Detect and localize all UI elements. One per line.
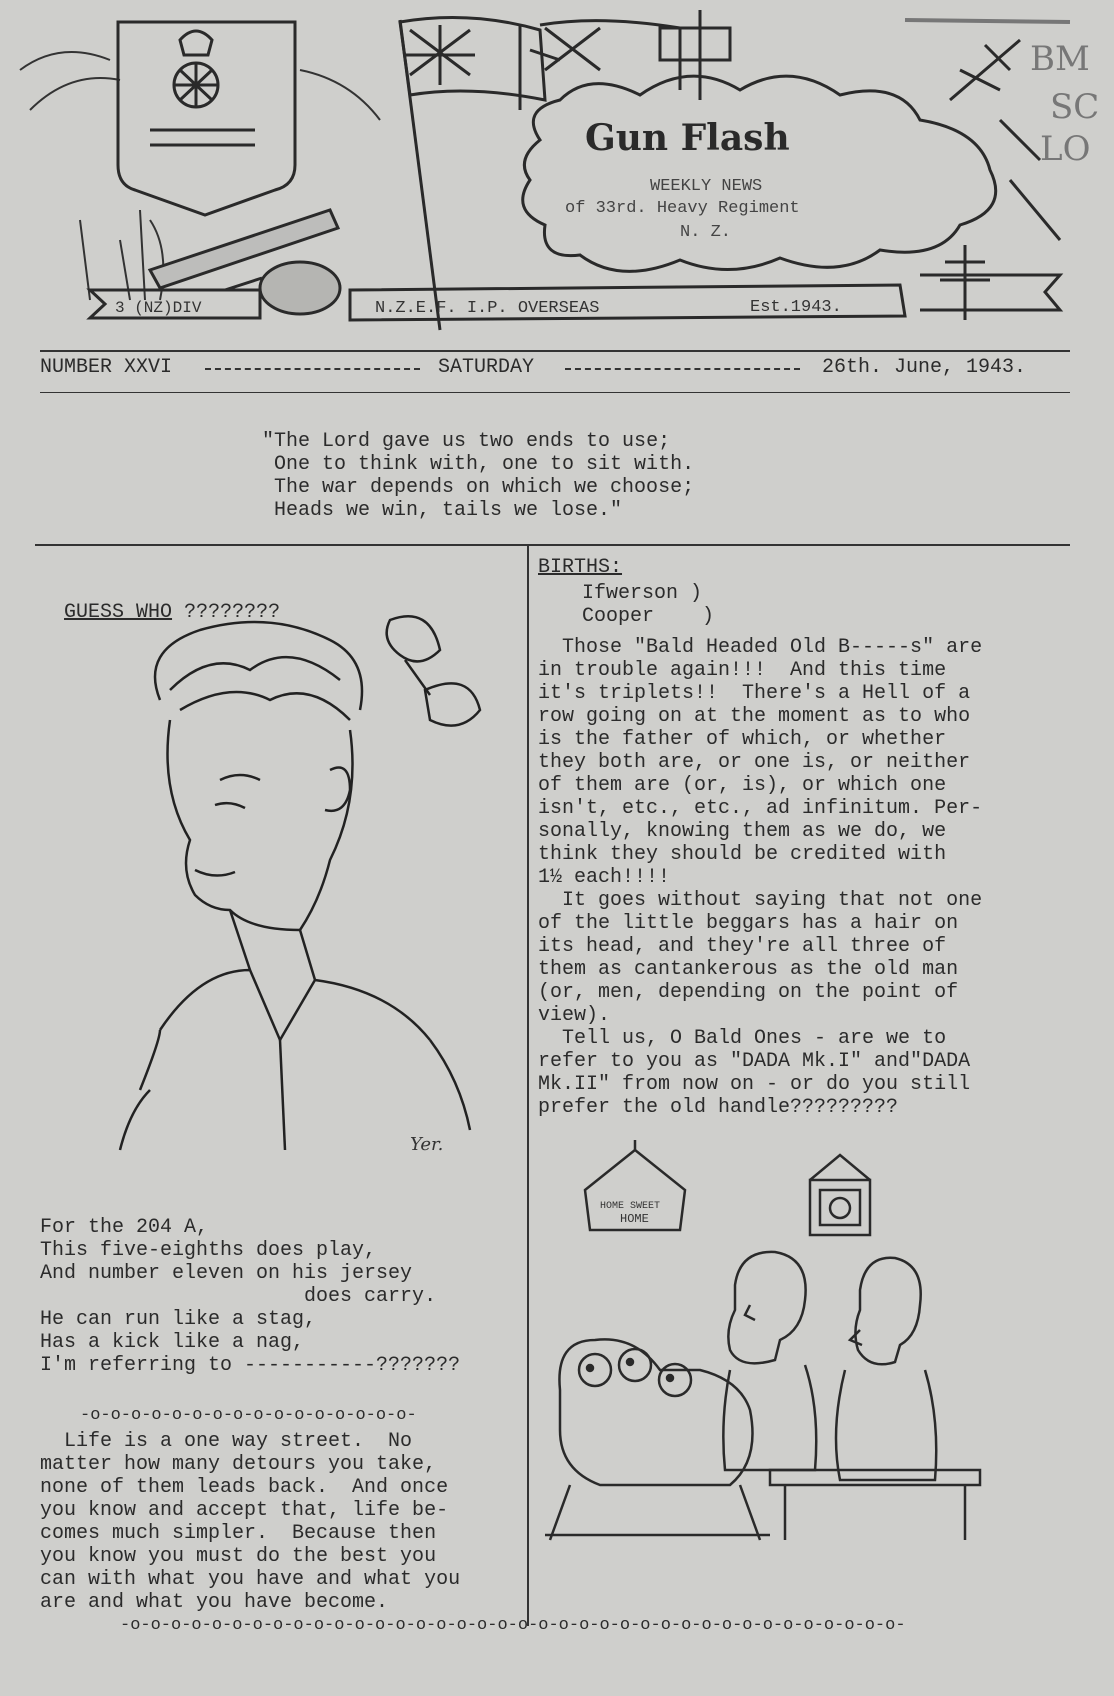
para-line: none of them leads back. And once	[40, 1476, 449, 1499]
footer-separator: -o-o-o-o-o-o-o-o-o-o-o-o-o-o-o-o-o-o-o-o-o-o-o-o-o-o-o-o-o-o-o-o-o-o-o-o-o-o-	[120, 1616, 906, 1635]
issue-day: SATURDAY	[438, 356, 535, 379]
verse-line: The war depends on which we choose;	[274, 476, 695, 499]
births-cartoon	[540, 1140, 1010, 1570]
body-line: Tell us, O Bald Ones - are we to	[538, 1027, 947, 1050]
issue-date: 26th. June, 1943.	[822, 356, 1027, 379]
cloud-title-frame	[523, 76, 996, 271]
body-line: think they should be credited with	[538, 843, 947, 866]
para-line: comes much simpler. Because then	[40, 1522, 437, 1545]
verse	[262, 430, 694, 522]
masthead-subtitle-3: N. Z.	[680, 223, 732, 242]
masthead-subtitle-1: WEEKLY NEWS	[650, 177, 763, 196]
guess-who-suffix: ????????	[184, 601, 281, 624]
poem-line: I'm referring to -----------???????	[40, 1354, 461, 1377]
masthead	[0, 0, 1114, 340]
margin-note-1: BM	[1030, 39, 1090, 79]
artist-signature: Yer.	[410, 1134, 444, 1155]
masthead-subtitle-2: of 33rd. Heavy Regiment	[565, 199, 800, 218]
issue-rule	[40, 392, 1070, 393]
body-line: (or, men, depending on the point of	[538, 981, 959, 1004]
verse-line: Heads we win, tails we lose."	[274, 499, 623, 522]
issue-dashes-2	[565, 368, 800, 370]
column-divider	[527, 546, 529, 1626]
body-line: of the little beggars has a hair on	[538, 912, 959, 935]
poem-line: Has a kick like a nag,	[40, 1331, 305, 1354]
issue-number: NUMBER XXVI	[40, 356, 173, 379]
verse-line: One to think with, one to sit with.	[274, 453, 695, 476]
body-line: of them are (or, is), or which one	[538, 774, 947, 797]
home-sign-text-1: HOME SWEET	[600, 1201, 661, 1212]
body-line: It goes without saying that not one	[538, 889, 983, 912]
margin-note-3: LO	[1040, 129, 1091, 169]
masthead-illustration	[0, 0, 1114, 340]
body-line: in trouble again!!! And this time	[538, 659, 947, 682]
kiwi-icon	[225, 262, 340, 314]
picture-frame-icon	[810, 1180, 870, 1235]
life-paragraph	[40, 1430, 460, 1614]
poem-line: And number eleven on his jersey	[40, 1262, 413, 1285]
poem-line: This five-eighths does play,	[40, 1239, 377, 1262]
body-line: Mk.II" from now on - or do you still	[538, 1073, 971, 1096]
poem-line: does carry.	[40, 1285, 437, 1308]
baby-head	[579, 1354, 611, 1386]
body-line: them as cantankerous as the old man	[538, 958, 959, 981]
bald-man-right	[855, 1258, 920, 1365]
birth-name: Cooper )	[582, 605, 715, 628]
margin-note-2: SC	[1050, 87, 1100, 127]
births-heading: BIRTHS:	[538, 556, 623, 579]
para-line: are and what you have become.	[40, 1591, 389, 1614]
poem-line: He can run like a stag,	[40, 1308, 317, 1331]
body-line: isn't, etc., etc., ad infinitum. Per-	[538, 797, 983, 820]
issue-dashes-1	[205, 368, 420, 370]
para-line: can with what you have and what you	[40, 1568, 461, 1591]
portrait-sketch	[100, 610, 520, 1170]
para-line: matter how many detours you take,	[40, 1453, 437, 1476]
banner-right-text: Est.1943.	[750, 298, 842, 317]
body-line: refer to you as "DADA Mk.I" and"DADA	[538, 1050, 971, 1073]
guess-who-title: GUESS WHO	[64, 601, 173, 624]
body-line: its head, and they're all three of	[538, 935, 947, 958]
body-line: Those "Bald Headed Old B-----s" are	[538, 636, 983, 659]
regiment-badge-icon	[118, 22, 295, 215]
body-line: is the father of which, or whether	[538, 728, 947, 751]
baby-head	[619, 1349, 651, 1381]
home-sign-text-2: HOME	[620, 1212, 649, 1226]
bald-man-left	[728, 1252, 805, 1363]
body-line: they both are, or one is, or neither	[538, 751, 971, 774]
top-rule	[40, 350, 1070, 352]
left-separator: -o-o-o-o-o-o-o-o-o-o-o-o-o-o-o-o-	[80, 1406, 417, 1425]
body-line: 1½ each!!!!	[538, 866, 671, 889]
poem-line: For the 204 A,	[40, 1216, 209, 1239]
para-line: you know and accept that, life be-	[40, 1499, 449, 1522]
birth-name: Ifwerson )	[582, 582, 703, 605]
section-rule	[35, 544, 1070, 546]
para-line: you know you must do the best you	[40, 1545, 437, 1568]
banner-mid-text: N.Z.E.F. I.P. OVERSEAS	[375, 299, 600, 318]
births-body	[538, 636, 982, 1119]
verse-line: "The Lord gave us two ends to use;	[262, 430, 671, 453]
body-line: view).	[538, 1004, 611, 1027]
body-line: it's triplets!! There's a Hell of a	[538, 682, 971, 705]
banner-left-text: 3 (NZ)DIV	[115, 299, 202, 317]
body-line: sonally, knowing them as we do, we	[538, 820, 947, 843]
guess-who-poem	[40, 1216, 460, 1377]
masthead-title: Gun Flash	[585, 117, 790, 159]
body-line: row going on at the moment as to who	[538, 705, 971, 728]
births-names	[582, 582, 714, 628]
body-line: prefer the old handle?????????	[538, 1096, 899, 1119]
para-line: Life is a one way street. No	[40, 1430, 413, 1453]
